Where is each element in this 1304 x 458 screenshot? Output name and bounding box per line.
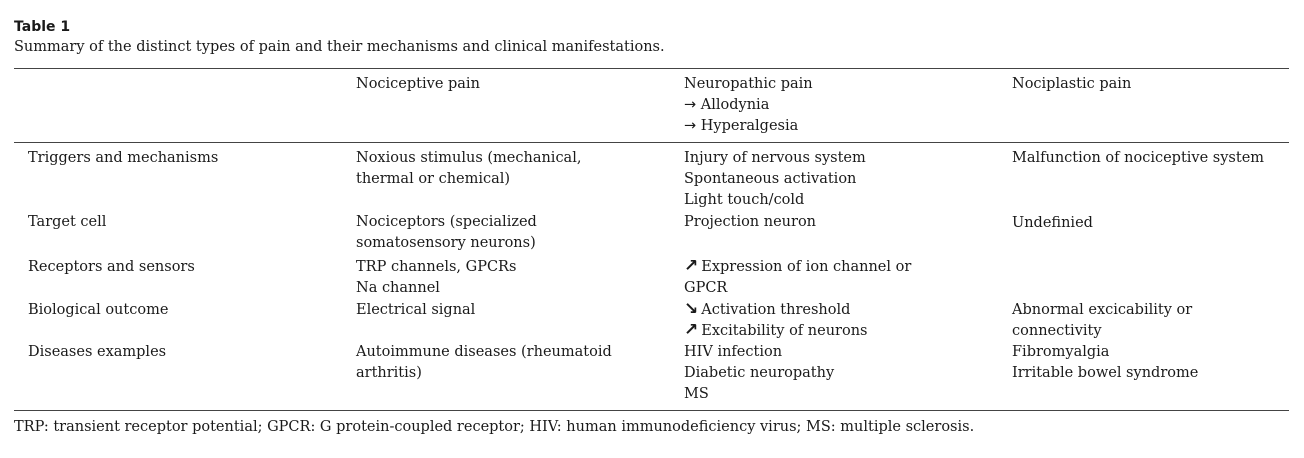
cell-nociplastic	[1012, 148, 1264, 169]
cell-line: Nociceptors (specialized	[356, 214, 537, 230]
right-arrow-icon: →	[684, 97, 697, 113]
cell-neuropathic	[684, 257, 911, 299]
header-neuropathic-title: Neuropathic pain	[684, 76, 813, 92]
bottom-rule	[14, 410, 1289, 411]
header-rule	[14, 142, 1289, 143]
header-neuropathic	[684, 74, 813, 137]
cell-line	[684, 321, 867, 342]
header-nociplastic	[1012, 74, 1131, 95]
cell-line	[684, 300, 867, 321]
header-nociceptive	[356, 74, 480, 95]
cell-line-text: Expression of ion channel or	[701, 259, 912, 275]
right-arrow-icon: →	[684, 118, 697, 134]
cell-line: HIV infection	[684, 344, 783, 360]
cell-line: somatosensory neurons)	[356, 235, 536, 251]
cell-line: Autoimmune diseases (rheumatoid	[356, 344, 612, 360]
cell-neuropathic	[684, 212, 816, 233]
header-neuropathic-sub-2-text: Hyperalgesia	[700, 118, 799, 134]
cell-line: Light touch/cold	[684, 192, 805, 208]
cell-line: connectivity	[1012, 323, 1102, 339]
cell-nociceptive	[356, 257, 516, 299]
cell-line: Malfunction of nociceptive system	[1012, 150, 1265, 166]
row-label	[28, 300, 168, 321]
header-nociceptive-title: Nociceptive pain	[356, 76, 480, 92]
cell-line: arthritis)	[356, 365, 422, 381]
row-label-text: Triggers and mechanisms	[28, 150, 219, 166]
arrow-down-right-icon: ↘	[684, 299, 699, 319]
row-label-text: Receptors and sensors	[28, 259, 195, 275]
row-label-text: Biological outcome	[28, 302, 169, 318]
cell-line-text: GPCR	[684, 280, 728, 296]
header-neuropathic-sub-2	[684, 116, 813, 137]
cell-line: Noxious stimulus (mechanical,	[356, 150, 582, 166]
cell-nociplastic	[1012, 213, 1093, 234]
table-caption: Summary of the distinct types of pain and their mechanisms and clinical manifestations.	[14, 39, 665, 55]
row-label-text: Diseases examples	[28, 344, 167, 360]
row-label	[28, 148, 218, 169]
top-rule	[14, 68, 1289, 69]
cell-line	[684, 278, 911, 299]
cell-line: Irritable bowel syndrome	[1012, 365, 1199, 381]
cell-neuropathic	[684, 300, 867, 342]
cell-line-text: Excitability of neurons	[701, 323, 868, 339]
cell-nociplastic	[1012, 300, 1192, 342]
cell-line-text: Activation threshold	[701, 302, 851, 318]
cell-nociplastic	[1012, 342, 1198, 384]
cell-nociceptive	[356, 148, 581, 190]
cell-line: Projection neuron	[684, 214, 817, 230]
cell-line: MS	[684, 386, 709, 402]
cell-line: Abnormal excicability or	[1012, 302, 1193, 318]
cell-line: TRP channels, GPCRs	[356, 259, 517, 275]
row-label-text: Target cell	[28, 214, 107, 230]
row-label	[28, 342, 166, 363]
cell-line	[684, 257, 911, 278]
cell-neuropathic	[684, 148, 866, 211]
cell-line: thermal or chemical)	[356, 171, 511, 187]
cell-line: Diabetic neuropathy	[684, 365, 835, 381]
cell-line: Spontaneous activation	[684, 171, 857, 187]
cell-line: Undefinied	[1012, 215, 1093, 231]
table-footnote: TRP: transient receptor potential; GPCR: G protein-coupled receptor; HIV: human immunodeficiency virus; MS: multiple sclerosis.	[14, 419, 975, 435]
header-nociplastic-title: Nociplastic pain	[1012, 76, 1132, 92]
arrow-up-right-icon: ↗	[684, 320, 699, 340]
cell-line: Electrical signal	[356, 302, 476, 318]
table-label: Table 1	[14, 19, 71, 35]
cell-nociceptive	[356, 212, 537, 254]
header-neuropathic-sub-1-text: Allodynia	[700, 97, 770, 113]
cell-line: Na channel	[356, 280, 440, 296]
cell-nociceptive	[356, 342, 612, 384]
cell-line: Fibromyalgia	[1012, 344, 1110, 360]
cell-neuropathic	[684, 342, 834, 405]
header-neuropathic-sub-1	[684, 95, 813, 116]
cell-nociceptive	[356, 300, 475, 321]
row-label	[28, 212, 106, 233]
arrow-up-right-icon: ↗	[684, 256, 699, 276]
cell-line: Injury of nervous system	[684, 150, 866, 166]
row-label	[28, 257, 195, 278]
